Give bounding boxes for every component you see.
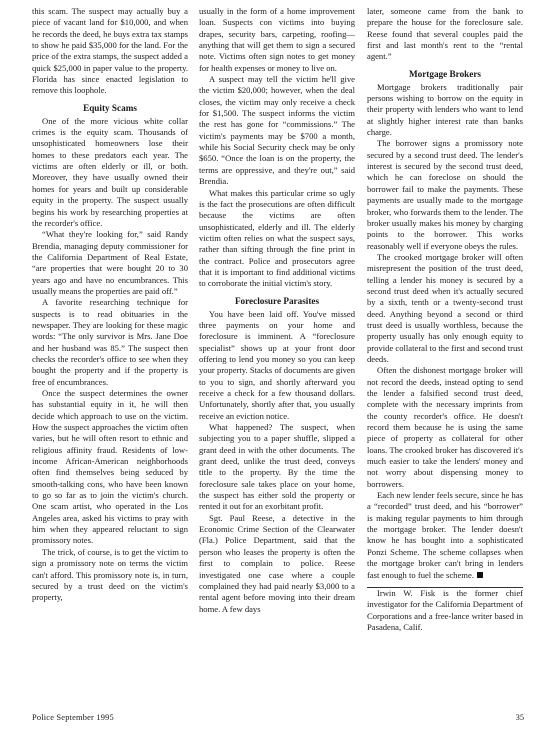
paragraph: One of the more vicious white collar crimes is the equity scam. Thousands of unsophisticated homeowners lose their homes to these predators each year. The victims are often elderly or ill, or both. Moreover, they have usually owned their homes for years and built up considerable equity in the property. The suspect usually begins his work by researching properties at the recorder's office.: [32, 115, 188, 228]
paragraph: usually in the form of a home improvement loan. Suspects con victims into buying drapes, security bars, carpeting, roofing—anything that will get them to sign a secured note. Victims often sign notes to get money for health expenses or money to live on.: [199, 6, 355, 73]
paragraph: Mortgage brokers traditionally pair persons wishing to borrow on the equity in their property with lenders who want to lend at slightly higher interest rate than banks charge.: [367, 81, 523, 138]
paragraph-final: [367, 490, 523, 581]
publication-info: Police September 1995: [32, 713, 114, 722]
section-heading-equity-scams: Equity Scams: [83, 102, 137, 113]
paragraph: A favorite researching technique for suspects is to read obituaries in the newspaper. They are looking for these magic words: “The only survivor is Mrs. Jane Doe and her husband was 85.” The suspect then checks the recorder's office to see when they bought the property and if the property is free of encumbrances.: [32, 297, 188, 387]
paragraph: Often the dishonest mortgage broker will not record the deeds, instead opting to send the lender a falsified second trust deed, complete with the necessary imprints from the county recorder's office. He doesn't record them because he is using the same piece of property as collateral for other loans. The crooked broker has discovered it's much easier to take the lenders' money and not worry about dispensing money to borrowers.: [367, 365, 523, 489]
paragraph: Sgt. Paul Reese, a detective in the Economic Crime Section of the Clearwater (Fla.) Police Department, said that the person who leases the property is often the first to complain to police. Reese investigated one case where a couple complained they had paid nearly $3,000 to a rental agent before moving into their dream home. A few days: [199, 512, 355, 614]
final-paragraph-text: Each new lender feels secure, since he has a “recorded” trust deed, and his “borrower” is making regular payments to him through the mortgage broker. The lender doesn't know he has bought into a sophisticated Ponzi Scheme. The scheme collapses when the mortgage broker can't bring in lenders fast enough to fuel the scheme.: [367, 490, 523, 580]
end-of-article-mark-icon: [477, 572, 483, 578]
paragraph: “What they're looking for,” said Randy Brendia, managing deputy commissioner for the California Department of Real Estate, “are properties that were bought 20 to 30 years ago and have no encumbrances. This usually means the properties are paid off.”: [32, 229, 188, 296]
section-heading-mortgage-brokers: Mortgage Brokers: [408, 68, 482, 79]
page-number: 35: [515, 713, 524, 722]
paragraph: later, someone came from the bank to prepare the house for the foreclosure sale. Reese found that several couples paid the first and last month's rent to the “rental agent.”: [367, 6, 523, 62]
paragraph: this scam. The suspect may actually buy a piece of vacant land for $10,000, and when he records the deed, he buys extra tax stamps to show he paid $35,000 for the land. For the price of the extra stamps, the suspect added a quick $25,000 in paper value to the property. Florida has since enacted legislation to remove this loophole.: [32, 6, 188, 96]
column-3: [367, 6, 523, 633]
page-footer: [32, 712, 524, 724]
author-bio: Irwin W. Fisk is the former chief investigator for the California Department of Corporations and a free-lance writer based in Pasadena, Calif.: [367, 587, 523, 632]
paragraph: The borrower signs a promissory note secured by a second trust deed. The lender's interest is secured by the second trust deed, which he can foreclose on should the borrower fail to make the payments. These payments are usually made to the mortgage broker, who forwards them to the lender. The broker usually makes his money by charging points to the borrower. This works reasonably well if everyone obeys the rules.: [367, 138, 523, 251]
paragraph: What happened? The suspect, when subjecting you to a paper shuffle, slipped a grant deed in with the other documents. The grant deed, unlike the trust deed, conveys title to the property. By the time the foreclosure sale takes place on your home, the suspect has either sold the property or rented it out for an exorbitant profit.: [199, 422, 355, 512]
article-body: [32, 6, 524, 706]
paragraph: You have been laid off. You've missed three payments on your home and foreclosure is imminent. A “foreclosure specialist” shows up at your front door offering to lend you money so you can keep your property. Stacks of documents are given to you to sign, and shortly afterward you receive a check for a few thousand dollars. Unfortunately, shortly after that, you usually receive an eviction notice.: [199, 308, 355, 421]
paragraph: A suspect may tell the victim he'll give the victim $20,000; however, when the deal closes, the victim may only receive a check for $1,500. The suspect informs the victim the rest has gone for “commissions.” The victim's payments may be $700 a month, while his Social Security check may be only $650. “Once the loan is on the property, the terms are oppressive, and they're out,” said Brendia.: [199, 74, 355, 187]
column-2: [199, 6, 355, 615]
paragraph: The crooked mortgage broker will often misrepresent the position of the trust deed, telling a lender his money is secured by a second trust deed when it's actually secured by a sixth, tenth or a twenty-second trust deed. Anything beyond a second or third trust deed is usually worthless, because the property usually has only enough equity to provide collateral to the first and second trust deeds.: [367, 251, 523, 364]
paragraph: Once the suspect determines the owner has substantial equity in it, he will then decide which approach to use on the victim. How the suspect approaches the victim often varies, but he will often resort to ethnic and religious affinity fraud. Residents of low-income African-American neighborhoods often find themselves being seduced by smooth-talking cons, who have been known to go so far as to join the victim's church. One scam artist, who operated in the Los Angeles area, asked his victims to pray with him when they appeared reluctant to sign promissory notes.: [32, 388, 188, 546]
column-1: [32, 6, 188, 604]
section-heading-foreclosure-parasites: Foreclosure Parasites: [234, 295, 320, 306]
paragraph: The trick, of course, is to get the victim to sign a promissory note on terms the victim can't afford. This promissory note is, in turn, secured by a trust deed on the victim's property,: [32, 546, 188, 603]
paragraph: What makes this particular crime so ugly is the fact the prosecutions are often difficult because the victims are often unsophisticated, elderly and ill. The elderly victim often relies on what the suspect says, rather than sifting through the fine print in the contract. Police and prosecutors agree that it is important to find additional victims to corroborate the initial victim's story.: [199, 187, 355, 289]
